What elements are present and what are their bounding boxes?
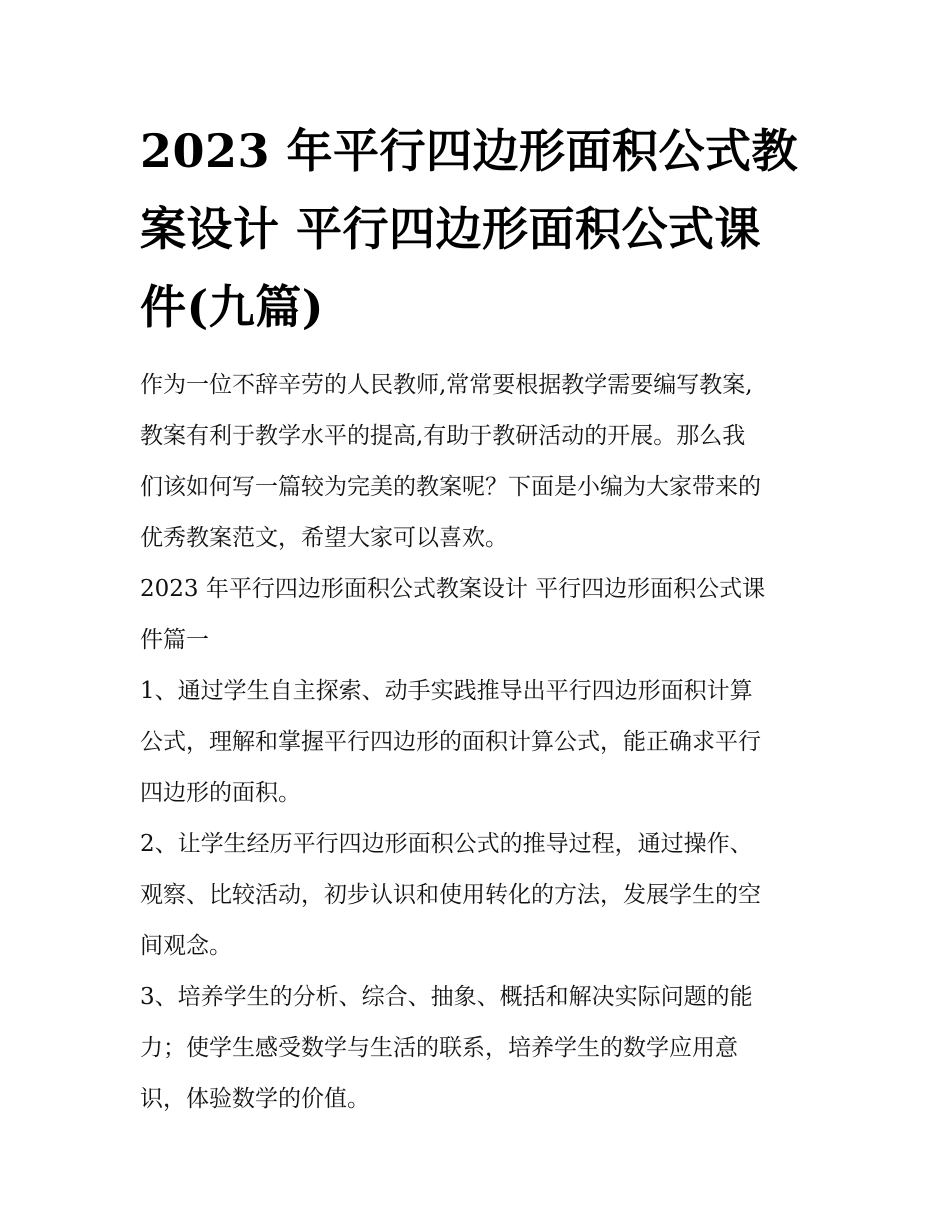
text-line: 观察、比较活动，初步认识和使用转化的方法，发展学生的空 [140, 882, 761, 908]
text-line: 四边形的面积。 [140, 780, 301, 806]
title-line-2: 案设计 平行四边形面积公式课 [140, 202, 762, 256]
text-line: 3、培养学生的分析、综合、抽象、概括和解决实际问题的能 [140, 984, 753, 1010]
text-line: 力；使学生感受数学与生活的联系，培养学生的数学应用意 [140, 1035, 738, 1061]
objective-paragraph-3 [140, 972, 820, 1125]
text-line: 2023 年平行四边形面积公式教案设计 平行四边形面积公式课 [140, 576, 766, 602]
text-line: 间观念。 [140, 933, 232, 959]
text-line: 2、让学生经历平行四边形面积公式的推导过程，通过操作、 [140, 831, 753, 857]
text-line: 1、通过学生自主探索、动手实践推导出平行四边形面积计算 [140, 678, 753, 704]
document-body [140, 360, 820, 1125]
document-title [140, 112, 820, 346]
text-line: 们该如何写一篇较为完美的教案呢？下面是小编为大家带来的 [140, 474, 761, 500]
text-line: 件篇一 [140, 627, 209, 653]
text-line: 识，体验数学的价值。 [140, 1086, 370, 1112]
intro-paragraph [140, 360, 820, 564]
text-line: 公式，理解和掌握平行四边形的面积计算公式，能正确求平行 [140, 729, 761, 755]
text-line: 优秀教案范文，希望大家可以喜欢。 [140, 525, 508, 551]
text-line: 作为一位不辞辛劳的人民教师,常常要根据教学需要编写教案, [140, 372, 753, 398]
title-line-3: 件(九篇) [140, 280, 325, 334]
title-line-1: 2023 年平行四边形面积公式教 [140, 124, 799, 178]
section-heading [140, 564, 820, 666]
objective-paragraph-2 [140, 819, 820, 972]
document-page [140, 112, 820, 1125]
text-line: 教案有利于教学水平的提高,有助于教研活动的开展。那么我 [140, 423, 746, 449]
objective-paragraph-1 [140, 666, 820, 819]
